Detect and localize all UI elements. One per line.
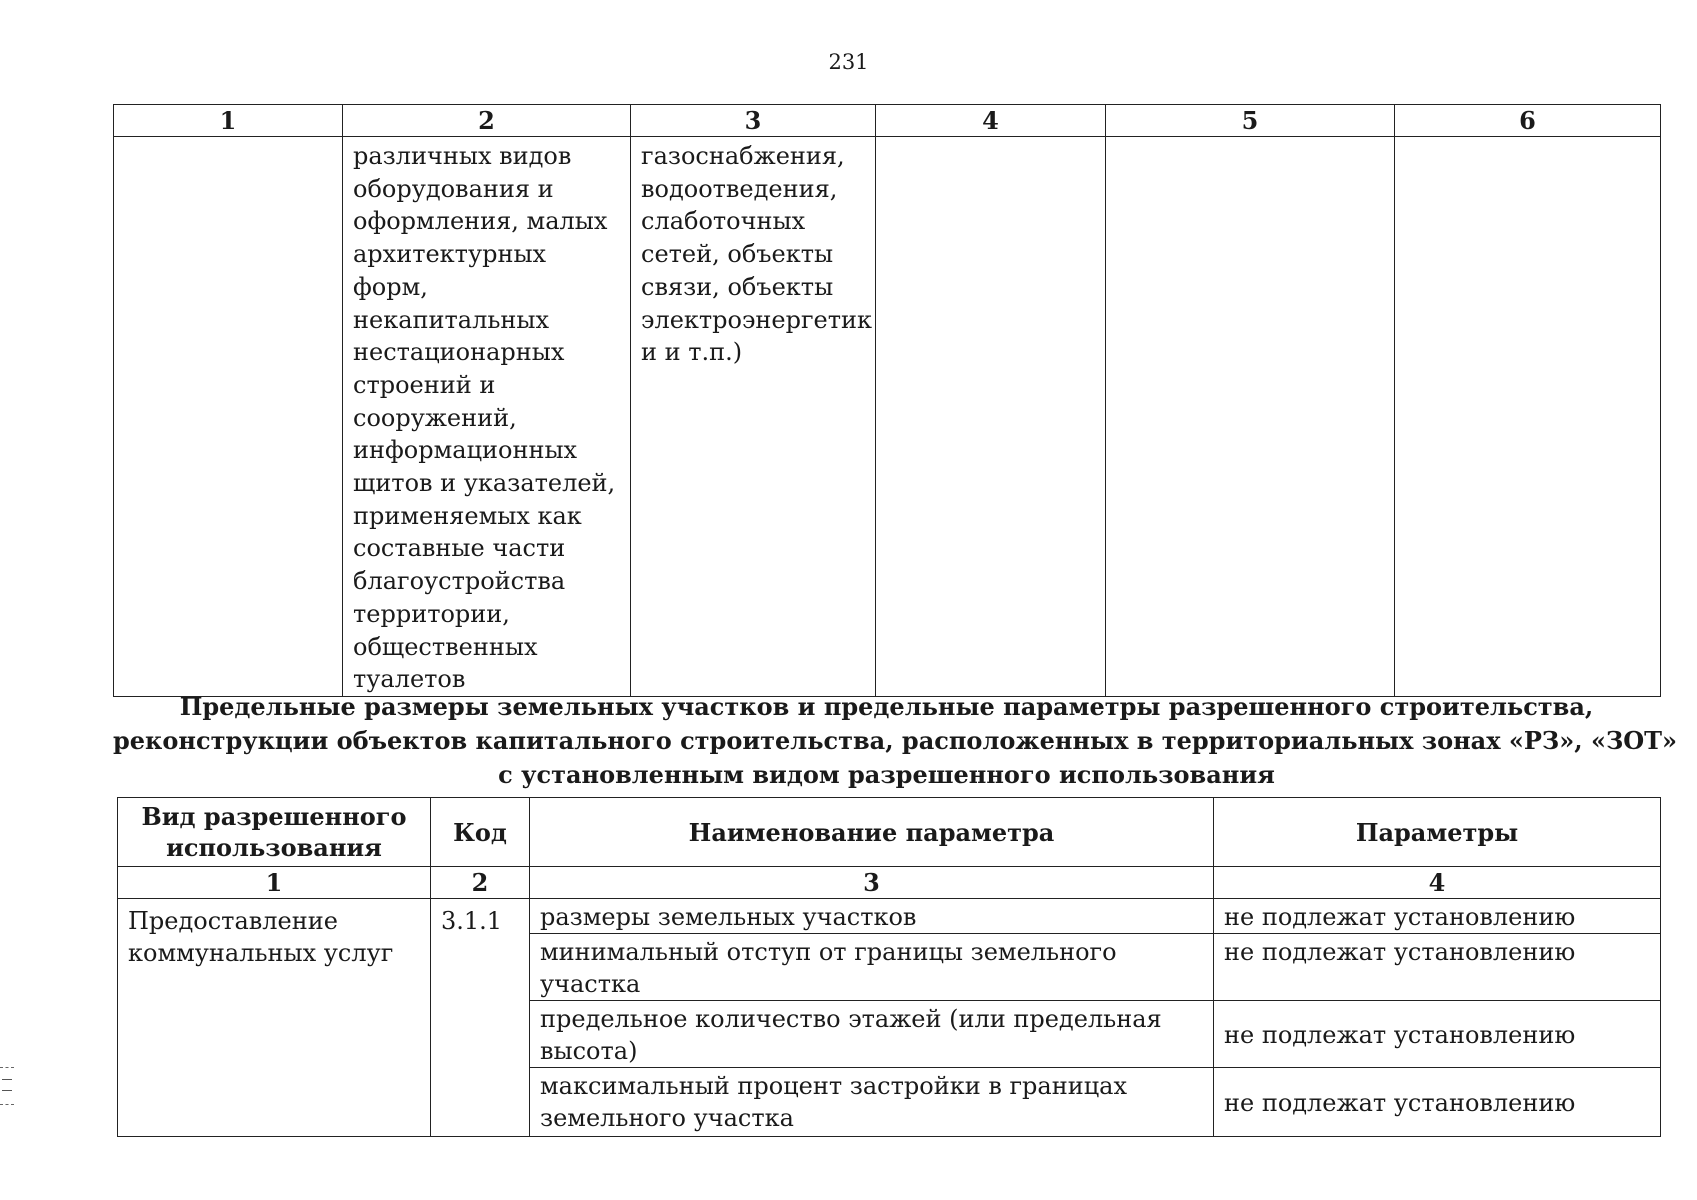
table-row [118, 899, 1661, 934]
code-cell: 3.1.1 [431, 899, 530, 1137]
table-cell [876, 137, 1106, 697]
utility-description: газоснабжения, водоотведения, слаботочных сетей, объекты связи, объекты электроэнергетик и и т.п.) [641, 142, 873, 367]
param-name: предельное количество этажей (или предельная высота) [530, 1001, 1214, 1068]
section-heading [113, 690, 1678, 792]
section-heading-line: Предельные размеры земельных участков и предельные параметры разрешенного строительства, [179, 692, 1594, 721]
header-use-type: Вид разрешенного использования [118, 798, 431, 867]
column-number: 1 [118, 867, 431, 899]
column-number: 5 [1106, 105, 1395, 137]
table-cell [1106, 137, 1395, 697]
table-cell [1395, 137, 1661, 697]
table-row [114, 137, 1661, 697]
column-number: 2 [343, 105, 631, 137]
column-number: 2 [431, 867, 530, 899]
column-number: 3 [530, 867, 1214, 899]
equipment-description: различных видов оборудования и оформления, малых архитектурных форм, некапитальных нестационарных строений и сооружений, информационных щитов и указателей, применяемых как составные части благоустройства территории, общественных туалетов [353, 142, 616, 694]
param-name: максимальный процент застройки в границах земельного участка [530, 1068, 1214, 1137]
param-value: не подлежат установлению [1214, 1068, 1661, 1137]
params-number-row [118, 867, 1661, 899]
params-table [117, 797, 1661, 1137]
use-type-cell: Предоставление коммунальных услуг [118, 899, 431, 1137]
continued-table [113, 104, 1661, 697]
header-code: Код [431, 798, 530, 867]
section-heading-line: реконструкции объектов капитального строительства, расположенных в территориальных зонах «РЗ», «ЗОТ» [113, 726, 1678, 755]
column-number-row [114, 105, 1661, 137]
table-cell [631, 137, 876, 697]
param-value: не подлежат установлению [1214, 899, 1661, 934]
param-name: минимальный отступ от границы земельного участка [530, 934, 1214, 1001]
scan-margin-mark [0, 1067, 14, 1105]
table-cell [343, 137, 631, 697]
column-number: 3 [631, 105, 876, 137]
param-value: не подлежат установлению [1214, 934, 1661, 1001]
table-cell [114, 137, 343, 697]
column-number: 6 [1395, 105, 1661, 137]
column-number: 4 [876, 105, 1106, 137]
column-number: 1 [114, 105, 343, 137]
param-value: не подлежат установлению [1214, 1001, 1661, 1068]
param-name: размеры земельных участков [530, 899, 1214, 934]
header-params: Параметры [1214, 798, 1661, 867]
page-number: 231 [828, 50, 869, 74]
section-heading-line: с установленным видом разрешенного использования [498, 760, 1275, 789]
params-header-row [118, 798, 1661, 867]
column-number: 4 [1214, 867, 1661, 899]
header-param-name: Наименование параметра [530, 798, 1214, 867]
